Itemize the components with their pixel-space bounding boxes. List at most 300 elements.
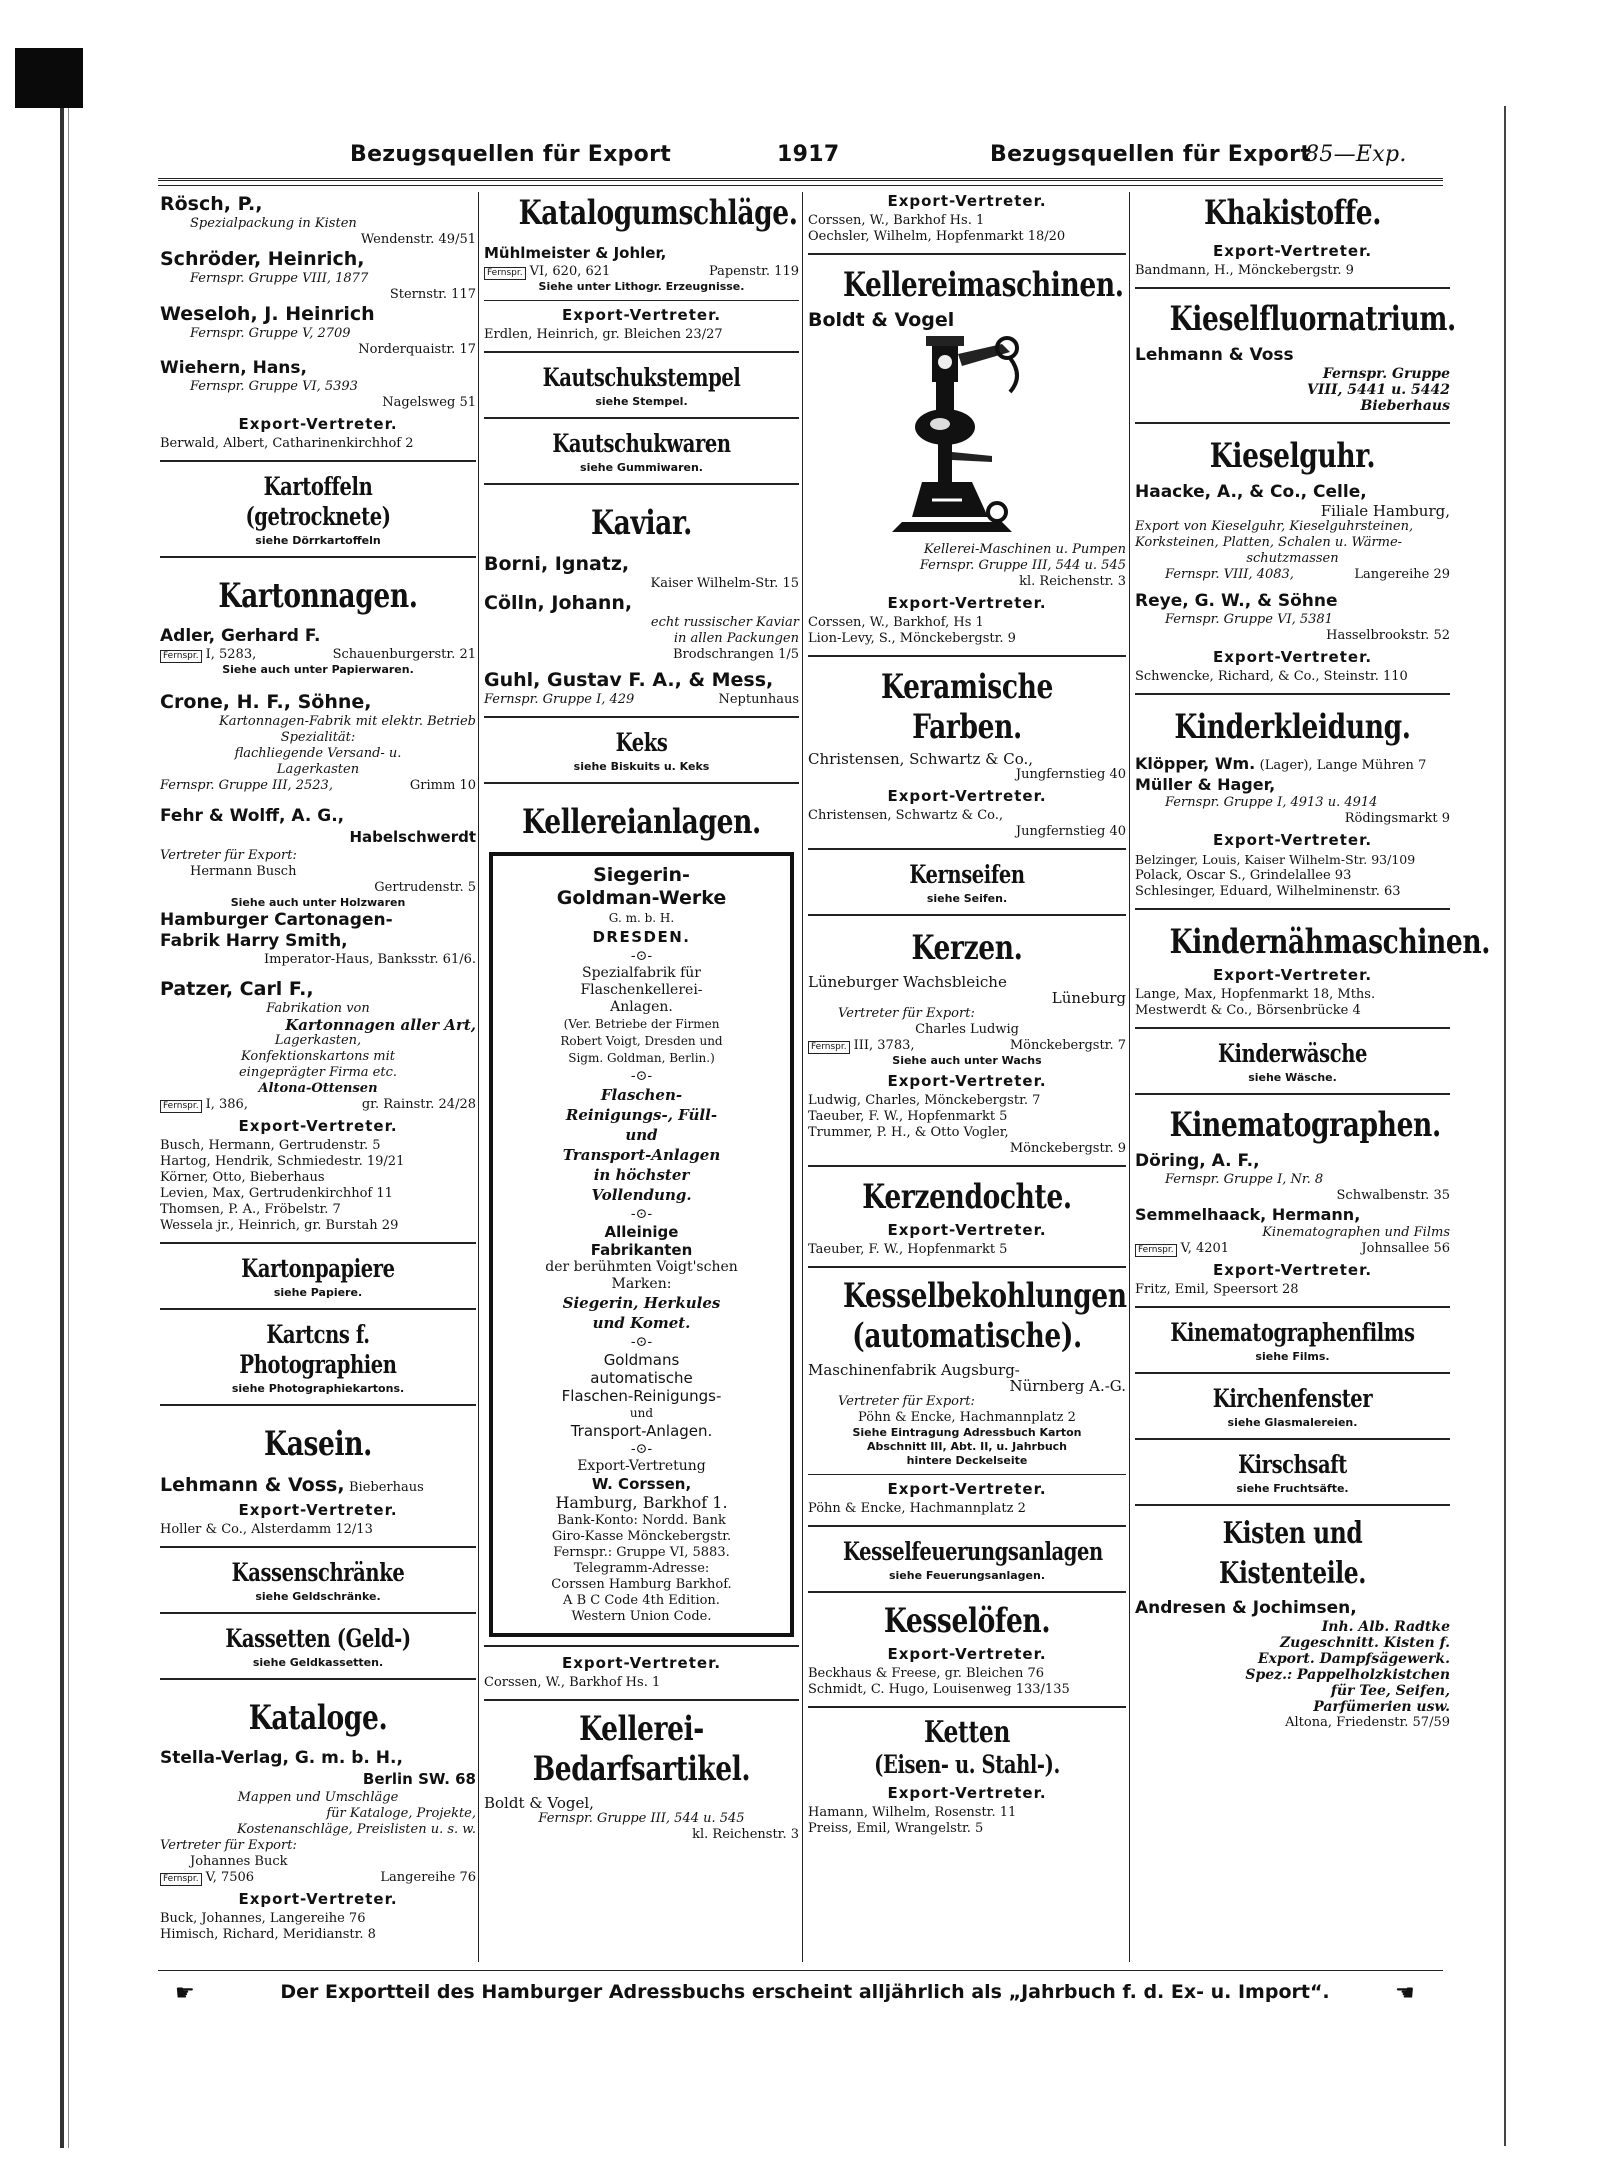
section-heading: Kellereimaschinen. xyxy=(842,265,1124,305)
entry-desc: Kartonnagen-Fabrik mit elektr. Betrieb xyxy=(219,714,476,729)
entry-address: Mönckebergstr. 7 xyxy=(1009,1038,1126,1053)
export-rep: Buck, Johannes, Langereihe 76 xyxy=(160,1911,366,1926)
ad-text: Transport-Anlagen. xyxy=(570,1422,713,1440)
section-heading: Kirchenfenster xyxy=(1212,1384,1373,1413)
entry-name: Mühlmeister & Johler, xyxy=(484,244,667,262)
export-heading: Export-Vertreter. xyxy=(1212,1261,1373,1279)
divider xyxy=(484,1645,799,1647)
export-rep: Holler & Co., Alsterdamm 12/13 xyxy=(160,1522,373,1537)
divider xyxy=(1135,1093,1450,1095)
entry-desc: flachliegende Versand- u. xyxy=(234,746,402,761)
section-heading: Kernseifen xyxy=(909,860,1025,889)
entry-desc: für Tee, Seifen, xyxy=(1330,1683,1450,1699)
phone-icon: Fernspr. xyxy=(1135,1244,1177,1257)
entry-desc: für Kataloge, Projekte, xyxy=(326,1806,476,1821)
cross-reference: siehe Seifen. xyxy=(926,892,1008,905)
entry-name: Lehmann & Voss xyxy=(1135,345,1294,365)
entry-name: Lehmann & Voss, xyxy=(160,1474,345,1496)
ad-city: DRESDEN. xyxy=(592,928,691,946)
column-1 xyxy=(160,193,476,1943)
entry-name: Wiehern, Hans, xyxy=(160,358,307,378)
export-rep: Pöhn & Encke, Hachmannplatz 2 xyxy=(808,1501,1026,1516)
export-rep: Mestwerdt & Co., Börsenbrücke 4 xyxy=(1135,1003,1361,1018)
section-heading: Kassetten (Geld-) xyxy=(225,1624,411,1653)
section-heading: Kesselöfen. xyxy=(883,1601,1051,1641)
column-separator xyxy=(802,192,803,1962)
export-rep: Taeuber, F. W., Hopfenmarkt 5 xyxy=(808,1109,1008,1124)
entry-name: Hamburger Cartonagen- xyxy=(160,910,393,930)
header-rule xyxy=(158,178,1443,186)
export-rep: Christensen, Schwartz & Co., xyxy=(808,808,1004,823)
pointing-hand-icon: ☛ xyxy=(1395,1981,1415,2006)
divider xyxy=(484,1699,799,1701)
section-heading: Kartoffeln (getrocknete) xyxy=(245,472,391,531)
entry-name: Rösch, P., xyxy=(160,193,263,215)
divider xyxy=(484,417,799,419)
section-heading: Keramische Farben. xyxy=(881,667,1053,747)
entry-address: Brodschrangen 1/5 xyxy=(672,647,799,662)
section-heading: Kellerei-Bedarfsartikel. xyxy=(532,1709,751,1789)
entry-address: Jungfernstieg 40 xyxy=(1015,824,1126,839)
export-heading: Export-Vertreter. xyxy=(887,1645,1047,1663)
entry-desc: Mappen und Umschläge xyxy=(237,1790,399,1805)
entry-name: Schröder, Heinrich, xyxy=(160,248,365,270)
entry-desc: Kartonnagen aller Art, xyxy=(285,1016,476,1034)
section-heading: (Eisen- u. Stahl-). xyxy=(874,1750,1060,1779)
entry-phone: Fernspr. Gruppe I, 429 xyxy=(484,692,635,707)
export-rep: Beckhaus & Freese, gr. Bleichen 76 xyxy=(808,1666,1044,1681)
page-number: 85—Exp. xyxy=(1305,142,1407,167)
entry-address: Bieberhaus xyxy=(349,1480,424,1495)
ad-text: Flaschen-Reinigungs- xyxy=(561,1387,722,1405)
entry-address: Rödingsmarkt 9 xyxy=(1344,811,1450,826)
entry-rep: Johannes Buck xyxy=(190,1854,288,1869)
export-heading: Export-Vertreter. xyxy=(1212,831,1373,849)
export-rep: Erdlen, Heinrich, gr. Bleichen 23/27 xyxy=(484,327,723,342)
export-heading: Export-Vertreter. xyxy=(238,1501,398,1519)
ad-text: Telegramm-Adresse: xyxy=(573,1561,710,1576)
entry-rep: Pöhn & Encke, Hachmannplatz 2 xyxy=(858,1410,1076,1425)
export-heading: Export-Vertreter. xyxy=(887,594,1047,612)
section-heading: Kataloge. xyxy=(248,1698,388,1738)
divider xyxy=(1135,1306,1450,1308)
cross-reference: siehe Geldkassetten. xyxy=(252,1656,384,1669)
divider xyxy=(808,848,1126,850)
export-rep: Schmidt, C. Hugo, Louisenweg 133/135 xyxy=(808,1682,1070,1697)
section-heading: Kinematographenfilms xyxy=(1170,1318,1415,1347)
cross-reference: Siehe auch unter Papierwaren. xyxy=(222,663,414,676)
section-heading: Kisten und Kistenteile. xyxy=(1219,1516,1366,1591)
entry-address: Wendenstr. 49/51 xyxy=(360,232,476,247)
entry-address: kl. Reichenstr. 3 xyxy=(1019,574,1126,589)
entry-address: Nagelsweg 51 xyxy=(382,395,476,410)
entry-address: Langereihe 29 xyxy=(1354,567,1450,582)
export-heading: Export-Vertreter. xyxy=(238,415,398,433)
entry-name: Borni, Ignatz, xyxy=(484,553,630,575)
export-rep: Corssen, W., Barkhof Hs. 1 xyxy=(808,213,985,228)
running-header xyxy=(150,142,1450,172)
export-heading: Export-Vertreter. xyxy=(887,1072,1047,1090)
entry-name: Patzer, Carl F., xyxy=(160,978,314,1000)
entry-desc: Export. Dampfsägewerk. xyxy=(1257,1651,1450,1667)
cross-reference: siehe Photographiekartons. xyxy=(231,1382,405,1395)
entry-name: Andresen & Jochimsen, xyxy=(1135,1598,1357,1618)
ad-text: und xyxy=(629,1406,654,1420)
entry-name: Adler, Gerhard F. xyxy=(160,626,321,646)
export-rep: Schwencke, Richard, & Co., Steinstr. 110 xyxy=(1135,669,1408,684)
divider xyxy=(1135,693,1450,695)
scan-margin-mark xyxy=(15,48,83,108)
export-rep: Hartog, Hendrik, Schmiedestr. 19/21 xyxy=(160,1154,405,1169)
entry-desc: Parfümerien usw. xyxy=(1313,1699,1450,1715)
entry-rep: Hermann Busch xyxy=(190,864,297,879)
section-heading: Kerzendochte. xyxy=(862,1177,1072,1217)
ad-text: Vollendung. xyxy=(591,1186,692,1204)
entry-phone: V, 7506 xyxy=(205,1870,255,1885)
section-heading: Kinderwäsche xyxy=(1217,1039,1368,1068)
divider xyxy=(808,1266,1126,1268)
entry-address: Mönckebergstr. 9 xyxy=(1009,1141,1126,1156)
ad-text: (Ver. Betriebe der Firmen xyxy=(563,1017,720,1031)
column-4 xyxy=(1135,193,1491,1731)
ad-separator: -⊙- xyxy=(630,948,653,964)
ad-separator: -⊙- xyxy=(630,1068,653,1084)
divider xyxy=(808,253,1126,255)
export-heading: Export-Vertreter. xyxy=(561,1654,722,1672)
entry-phone: Fernspr. Gruppe xyxy=(1322,366,1450,382)
ad-text: Flaschen- xyxy=(600,1086,683,1104)
column-2 xyxy=(484,193,799,1843)
entry-place: Nürnberg A.-G. xyxy=(1009,1377,1126,1395)
cross-reference: siehe Gummiwaren. xyxy=(580,461,703,474)
entry-name: Müller & Hager, xyxy=(1135,775,1276,794)
phone-icon: Fernspr. xyxy=(160,1100,202,1113)
page-binding xyxy=(60,108,64,2148)
entry-desc: Spezialpackung in Kisten xyxy=(190,216,357,231)
export-heading: Export-Vertreter. xyxy=(1212,648,1373,666)
entry-address: Hasselbrookstr. 52 xyxy=(1326,628,1450,643)
export-rep: Thomsen, P. A., Fröbelstr. 7 xyxy=(160,1202,341,1217)
ad-text: in höchster xyxy=(593,1166,690,1184)
section-heading: (automatische). xyxy=(852,1316,1082,1356)
ad-text: der berühmten Voigt'schen xyxy=(545,1259,738,1275)
ad-text: Marken: xyxy=(611,1276,672,1292)
entry-desc: Vertreter für Export: xyxy=(838,1394,975,1409)
divider xyxy=(1135,287,1450,289)
entry-place: Filiale Hamburg, xyxy=(1320,502,1450,520)
ad-text: und xyxy=(625,1126,658,1144)
entry-phone: Fernspr. Gruppe VIII, 1877 xyxy=(190,271,369,286)
export-heading: Export-Vertreter. xyxy=(887,1221,1047,1239)
divider xyxy=(1135,1372,1450,1374)
section-heading: Kellereianlagen. xyxy=(522,802,761,842)
entry-address: gr. Rainstr. 24/28 xyxy=(361,1097,476,1112)
divider xyxy=(160,1308,476,1310)
section-heading: Ketten xyxy=(924,1715,1010,1750)
divider xyxy=(1135,908,1450,910)
export-heading: Export-Vertreter. xyxy=(238,1117,398,1135)
entry-desc: Lagerkasten xyxy=(276,762,360,777)
ad-company-name: Goldman-Werke xyxy=(556,887,727,909)
ad-text: Siegerin, Herkules xyxy=(562,1294,721,1312)
entry-name: Guhl, Gustav F. A., & Mess, xyxy=(484,669,774,691)
entry-address: Gertrudenstr. 5 xyxy=(374,880,476,895)
entry-phone: III, 3783, xyxy=(853,1038,915,1053)
entry-name: Haacke, A., & Co., Celle, xyxy=(1135,482,1367,502)
entry-name: Lüneburger Wachsbleiche xyxy=(808,973,1007,991)
divider xyxy=(160,1404,476,1406)
ad-separator: -⊙- xyxy=(630,1441,653,1457)
phone-icon: Fernspr. xyxy=(808,1041,850,1054)
footer-banner xyxy=(175,1977,1435,2011)
cross-reference: siehe Geldschränke. xyxy=(255,1590,381,1603)
entry-phone: Fernspr. Gruppe III, 544 u. 545 xyxy=(919,558,1126,573)
section-heading: Katalogumschläge. xyxy=(518,193,798,233)
ad-text: Transport-Anlagen xyxy=(562,1146,721,1164)
entry-address: Langereihe 76 xyxy=(380,1870,476,1885)
bottling-pump-illustration xyxy=(892,332,1042,542)
export-rep: Corssen, W., Barkhof, Hs 1 xyxy=(808,615,984,630)
export-rep: Wessela jr., Heinrich, gr. Burstah 29 xyxy=(160,1218,399,1233)
entry-address: (Lager), Lange Mühren 7 xyxy=(1259,758,1427,773)
entry-desc: Vertreter für Export: xyxy=(838,1006,975,1021)
entry-phone: Fernspr. VIII, 4083, xyxy=(1165,567,1294,582)
entry-name: Fehr & Wolff, A. G., xyxy=(160,806,345,826)
divider xyxy=(484,483,799,485)
cross-reference: siehe Papiere. xyxy=(273,1286,363,1299)
divider xyxy=(484,300,799,301)
entry-name: Weseloh, J. Heinrich xyxy=(160,303,375,325)
export-rep: Lion-Levy, S., Mönckebergstr. 9 xyxy=(808,631,1016,646)
divider xyxy=(160,556,476,558)
divider xyxy=(808,1706,1126,1708)
ad-text: Alleinige xyxy=(604,1223,679,1241)
cross-reference: siehe Films. xyxy=(1255,1350,1330,1363)
section-heading: Kerzen. xyxy=(911,928,1023,968)
entry-address: Schauenburgerstr. 21 xyxy=(332,647,476,662)
export-rep: Belzinger, Louis, Kaiser Wilhelm-Str. 93/109 xyxy=(1135,852,1416,867)
export-heading: Export-Vertreter. xyxy=(1212,242,1373,260)
ad-text: W. Corssen, xyxy=(591,1475,692,1493)
entry-address: kl. Reichenstr. 3 xyxy=(692,1827,799,1842)
entry-name: Klöpper, Wm. xyxy=(1135,754,1256,773)
divider xyxy=(160,1546,476,1548)
entry-phone: Fernspr. Gruppe I, Nr. 8 xyxy=(1165,1172,1324,1187)
phone-icon: Fernspr. xyxy=(484,267,526,280)
entry-address: Schwalbenstr. 35 xyxy=(1336,1188,1450,1203)
divider xyxy=(1135,422,1450,424)
section-heading: Kasein. xyxy=(264,1424,372,1464)
entry-name: Fabrik Harry Smith, xyxy=(160,931,348,951)
entry-address: Norderquaistr. 17 xyxy=(358,342,476,357)
entry-phone: I, 386, xyxy=(205,1097,248,1112)
entry-address: Bieberhaus xyxy=(1360,398,1450,414)
export-heading: Export-Vertreter. xyxy=(887,1784,1047,1802)
cross-reference: hintere Deckelseite xyxy=(906,1454,1028,1467)
entry-phone: I, 5283, xyxy=(205,647,257,662)
entry-name: Semmelhaack, Hermann, xyxy=(1135,1205,1361,1224)
entry-desc: Zugeschnitt. Kisten f. xyxy=(1279,1635,1450,1651)
cross-reference: Abschnitt III, Abt. II, u. Jahrbuch xyxy=(866,1440,1068,1453)
entry-address: Grimm 10 xyxy=(409,778,476,793)
section-heading: Kassenschränke xyxy=(231,1558,405,1587)
cross-reference: siehe Fruchtsäfte. xyxy=(1236,1482,1349,1495)
entry-phone: V, 4201 xyxy=(1180,1241,1230,1256)
export-rep: Trummer, P. H., & Otto Vogler, xyxy=(808,1125,1009,1140)
export-rep: Busch, Hermann, Gertrudenstr. 5 xyxy=(160,1138,381,1153)
export-rep: Preiss, Emil, Wrangelstr. 5 xyxy=(808,1821,984,1836)
entry-desc: Korksteinen, Platten, Schalen u. Wärme- xyxy=(1135,535,1403,550)
section-heading: Kinderkleidung. xyxy=(1174,707,1411,747)
footer-text: Der Exportteil des Hamburger Adressbuchs erscheint alljährlich als „Jahrbuch f. d. Ex- u. Import“. xyxy=(280,1981,1330,2003)
header-right: Bezugsquellen für Export xyxy=(990,142,1312,167)
section-heading: Kinematographen. xyxy=(1169,1105,1441,1145)
entry-address: Papenstr. 119 xyxy=(708,264,799,279)
entry-phone: Fernspr. Gruppe V, 2709 xyxy=(190,326,351,341)
section-heading: Kartcns f. Photographien xyxy=(239,1320,397,1379)
divider xyxy=(1135,1027,1450,1029)
divider xyxy=(160,1612,476,1614)
cross-reference: Siehe Eintragung Adressbuch Karton xyxy=(852,1426,1082,1439)
entry-rep: Charles Ludwig xyxy=(915,1022,1019,1037)
entry-address: Altona, Friedenstr. 57/59 xyxy=(1285,1715,1450,1730)
entry-name: Boldt & Vogel, xyxy=(484,1794,594,1812)
section-heading: Kieselguhr. xyxy=(1209,436,1376,476)
export-rep: Himisch, Richard, Meridianstr. 8 xyxy=(160,1927,376,1942)
ad-text: G. m. b. H. xyxy=(608,911,675,925)
cross-reference: siehe Wäsche. xyxy=(1248,1071,1337,1084)
section-heading: Kaviar. xyxy=(591,503,692,543)
entry-phone: Fernspr. Gruppe VI, 5393 xyxy=(190,379,358,394)
entry-desc: Konfektionskartons mit xyxy=(241,1049,395,1064)
divider xyxy=(484,716,799,718)
entry-place: Berlin SW. 68 xyxy=(362,1770,476,1788)
footer-rule xyxy=(158,1970,1443,1971)
entry-desc: Vertreter für Export: xyxy=(160,1838,297,1853)
export-heading: Export-Vertreter. xyxy=(561,306,722,324)
ad-text: automatische xyxy=(590,1369,693,1387)
pointing-hand-icon: ☛ xyxy=(175,1981,195,2006)
section-heading: Kindernähmaschinen. xyxy=(1169,922,1491,962)
ad-text: Western Union Code. xyxy=(571,1609,712,1624)
ad-text: Fernspr.: Gruppe VI, 5883. xyxy=(553,1545,730,1560)
ad-separator: -⊙- xyxy=(630,1206,653,1222)
entry-desc: Vertreter für Export: xyxy=(160,848,297,863)
export-heading: Export-Vertreter. xyxy=(887,192,1047,210)
cross-reference: Siehe auch unter Wachs xyxy=(892,1054,1042,1067)
section-heading: Kautschukwaren xyxy=(552,429,731,458)
export-heading: Export-Vertreter. xyxy=(887,1480,1047,1498)
header-left: Bezugsquellen für Export xyxy=(350,142,672,167)
entry-phone: VI, 620, 621 xyxy=(529,264,611,279)
entry-desc: echt russischer Kaviar xyxy=(650,615,799,630)
cross-reference: siehe Glasmalereien. xyxy=(1227,1416,1358,1429)
ad-text: Robert Voigt, Dresden und xyxy=(560,1034,723,1048)
section-heading: Kartonnagen. xyxy=(218,576,418,616)
entry-desc: Spez.: Pappelholzkistchen xyxy=(1245,1667,1450,1683)
divider xyxy=(484,351,799,353)
ad-text: Flaschenkellerei- xyxy=(580,982,703,998)
page-edge xyxy=(1504,106,1506,2146)
entry-desc: Export von Kieselguhr, Kieselguhrsteinen, xyxy=(1135,519,1414,534)
divider xyxy=(1135,1504,1450,1506)
ad-text: Corssen Hamburg Barkhof. xyxy=(551,1577,732,1592)
export-rep: Lange, Max, Hopfenmarkt 18, Mths. xyxy=(1135,987,1376,1002)
section-heading: Kieselfluornatrium. xyxy=(1169,299,1456,339)
section-heading: Kesselbekohlungen xyxy=(842,1276,1127,1316)
entry-address: Johnsallee 56 xyxy=(1361,1241,1450,1256)
export-rep: Hamann, Wilhelm, Rosenstr. 11 xyxy=(808,1805,1017,1820)
divider xyxy=(160,1678,476,1680)
entry-desc: Spezialität: xyxy=(280,730,356,745)
export-rep: Levien, Max, Gertrudenkirchhof 11 xyxy=(160,1186,393,1201)
entry-address: Sternstr. 117 xyxy=(389,287,476,302)
export-rep: Oechsler, Wilhelm, Hopfenmarkt 18/20 xyxy=(808,229,1066,244)
entry-name: Cölln, Johann, xyxy=(484,592,633,614)
entry-desc: Kellerei-Maschinen u. Pumpen xyxy=(923,542,1126,557)
ad-text: Hamburg, Barkhof 1. xyxy=(555,1493,728,1512)
section-heading: Kirschsaft xyxy=(1238,1450,1347,1479)
entry-address: Neptunhaus xyxy=(718,692,799,707)
divider xyxy=(484,782,799,784)
column-separator xyxy=(478,192,479,1962)
entry-desc: schutzmassen xyxy=(1246,551,1339,566)
entry-name: Stella-Verlag, G. m. b. H., xyxy=(160,1748,403,1768)
cross-reference: Siehe auch unter Holzwaren xyxy=(230,896,406,909)
ad-text: Giro-Kasse Mönckebergstr. xyxy=(551,1529,732,1544)
ad-text: Fabrikanten xyxy=(590,1241,693,1259)
section-heading: Khakistoffe. xyxy=(1203,193,1382,233)
export-rep: Corssen, W., Barkhof Hs. 1 xyxy=(484,1675,661,1690)
export-rep: Fritz, Emil, Speersort 28 xyxy=(1135,1282,1299,1297)
header-year: 1917 xyxy=(777,142,840,167)
phone-icon: Fernspr. xyxy=(160,1873,202,1886)
export-rep: Polack, Oscar S., Grindelallee 93 xyxy=(1135,868,1352,883)
entry-name: Reye, G. W., & Söhne xyxy=(1135,591,1338,611)
cross-reference: siehe Dörrkartoffeln xyxy=(255,534,381,547)
ad-company-name: Siegerin- xyxy=(593,864,690,886)
ad-text: Reinigungs-, Füll- xyxy=(565,1106,718,1124)
entry-phone: Fernspr. Gruppe I, 4913 u. 4914 xyxy=(1165,795,1378,810)
ad-text: Anlagen. xyxy=(610,999,673,1015)
entry-desc: Inh. Alb. Radtke xyxy=(1321,1619,1450,1635)
section-heading: Keks xyxy=(615,728,668,757)
ad-text: und Komet. xyxy=(592,1314,691,1332)
advertisement-siegerin-goldman xyxy=(489,852,794,1637)
export-rep: Bandmann, H., Mönckebergstr. 9 xyxy=(1135,263,1354,278)
entry-phone: Fernspr. Gruppe III, 544 u. 545 xyxy=(538,1811,745,1826)
export-heading: Export-Vertreter. xyxy=(887,787,1047,805)
ad-text: Export-Vertretung xyxy=(577,1458,706,1474)
divider xyxy=(808,914,1126,916)
phone-icon: Fernspr. xyxy=(160,650,202,663)
divider xyxy=(808,1525,1126,1527)
divider xyxy=(808,1474,1126,1475)
entry-phone: VIII, 5441 u. 5442 xyxy=(1307,382,1450,398)
ad-text: Sigm. Goldman, Berlin.) xyxy=(568,1051,715,1065)
page-binding-line xyxy=(68,108,69,2148)
column-3 xyxy=(808,193,1126,1837)
cross-reference: siehe Stempel. xyxy=(595,395,688,408)
export-rep: Berwald, Albert, Catharinenkirchhof 2 xyxy=(160,436,414,451)
entry-phone: Fernspr. Gruppe III, 2523, xyxy=(160,778,333,793)
cross-reference: Siehe unter Lithogr. Erzeugnisse. xyxy=(538,280,745,293)
ad-separator: -⊙- xyxy=(630,1334,653,1350)
section-heading: Kesselfeuerungsanlagen xyxy=(842,1537,1103,1566)
entry-address: Kaiser Wilhelm-Str. 15 xyxy=(650,576,799,591)
section-heading: Kautschukstempel xyxy=(542,363,741,392)
entry-desc: eingeprägter Firma etc. xyxy=(238,1065,398,1080)
